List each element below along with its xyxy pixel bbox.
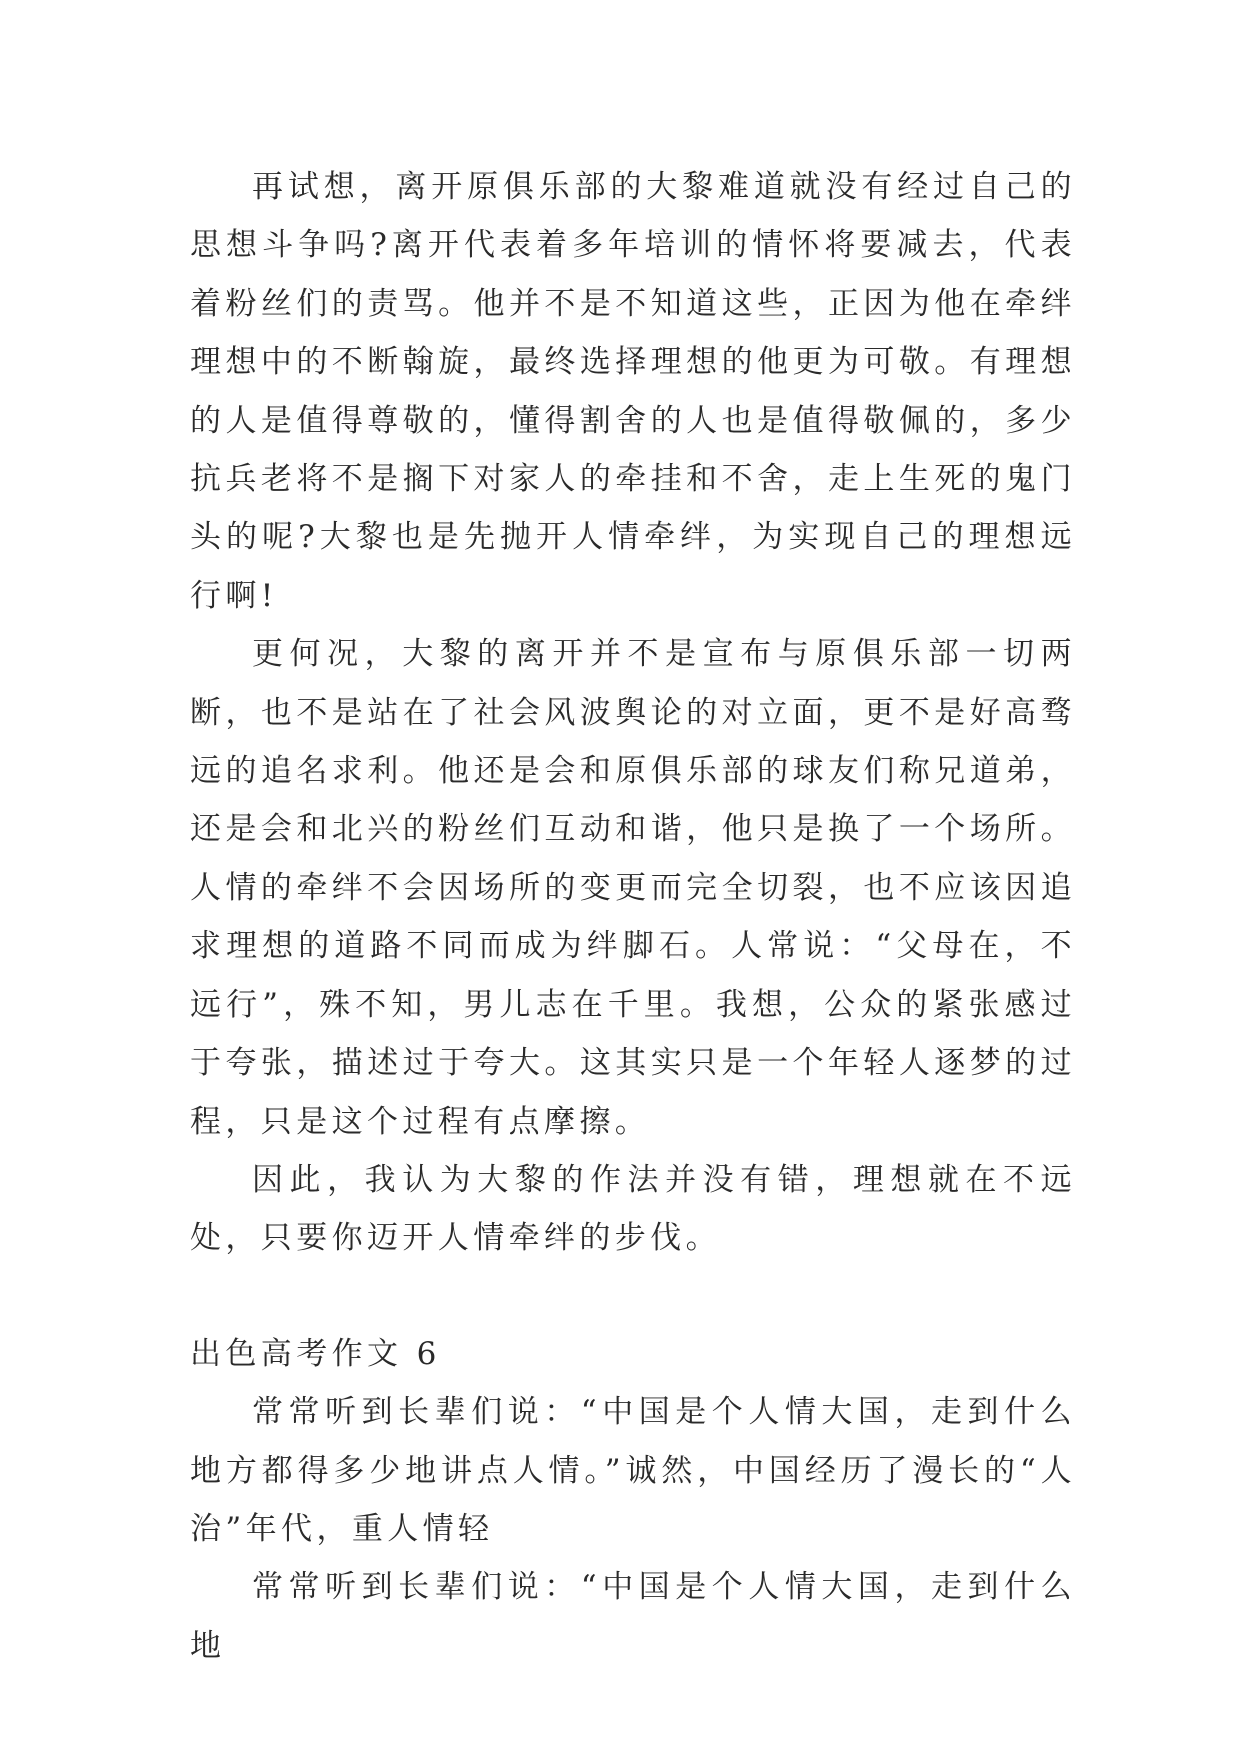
body-paragraph: 更何况，大黎的离开并不是宣布与原俱乐部一切两断，也不是站在了社会风波舆论的对立面，更不是好高骛远的追名求利。他还是会和原俱乐部的球友们称兄道弟，还是会和北兴的粉丝们互动和谐，他只是换了一个场所。人情的牵绊不会因场所的变更而完全切裂，也不应该因追求理想的道路不同而成为绊脚石。人常说：“父母在，不远行”，殊不知，男儿志在千里。我想，公众的紧张感过于夸张，描述过于夸大。这其实只是一个年轻人逐梦的过程，只是这个过程有点摩擦。: [190, 636, 1076, 1140]
document-page: [190, 158, 1076, 1675]
body-paragraph: 再试想，离开原俱乐部的大黎难道就没有经过自己的思想斗争吗?离开代表着多年培训的情怀将要减去，代表着粉丝们的责骂。他并不是不知道这些，正因为他在牵绊理想中的不断翰旋，最终选择理想的他更为可敬。有理想的人是值得尊敬的，懂得割舍的人也是值得敬佩的，多少抗兵老将不是搁下对家人的牵挂和不舍，走上生死的鬼门头的呢?大黎也是先抛开人情牵绊，为实现自己的理想远行啊!: [190, 169, 1076, 614]
section-heading: 出色高考作文 6: [190, 1335, 441, 1372]
body-paragraph: 常常听到长辈们说：“中国是个人情大国，走到什么地方都得多少地讲点人情。”诚然，中国经历了漫长的“人治”年代，重人情轻: [190, 1394, 1076, 1547]
body-paragraph: 常常听到长辈们说：“中国是个人情大国，走到什么地: [190, 1569, 1076, 1664]
body-paragraph: 因此，我认为大黎的作法并没有错，理想就在不远处，只要你迈开人情牵绊的步伐。: [190, 1161, 1076, 1257]
